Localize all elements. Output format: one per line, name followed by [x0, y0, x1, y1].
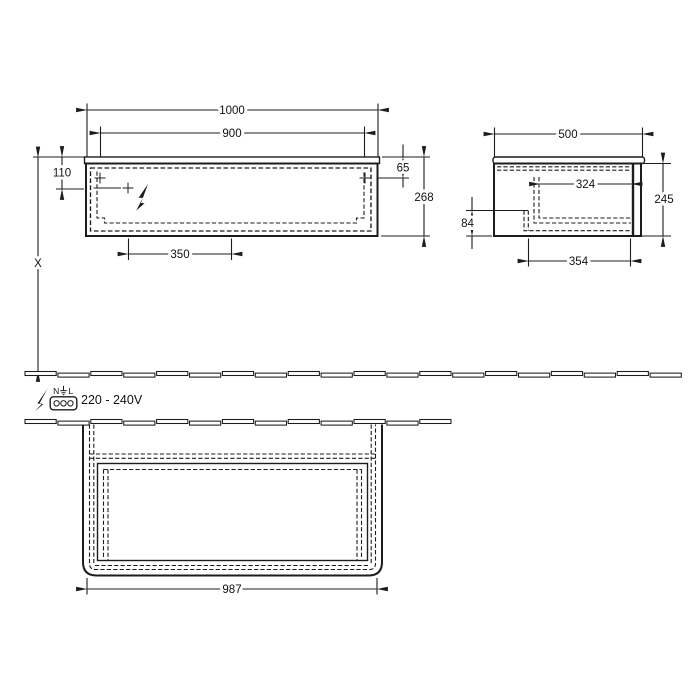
- front-cabinet-body: [86, 164, 378, 237]
- plan-hidden-outline: [90, 425, 376, 570]
- hatch-segment: [288, 420, 319, 424]
- hatch-segment: [157, 420, 188, 424]
- hatch-segment: [617, 372, 648, 376]
- terminal-pin: [68, 401, 73, 406]
- plan-cabinet-outline: [83, 425, 382, 576]
- dimension-value: 324: [575, 179, 596, 191]
- plan-view: [83, 425, 382, 597]
- dim-mounting-height: [34, 158, 42, 372]
- mounting-point-marker: [95, 173, 106, 184]
- drawer-bottom-hidden: [524, 211, 631, 231]
- hatch-segment: [354, 420, 385, 424]
- dim-depth: [495, 128, 643, 158]
- earth-ground-icon: [60, 386, 66, 395]
- dimension-value: X: [34, 258, 42, 270]
- dimension-value: 900: [222, 128, 242, 140]
- electrical-spec: [35, 386, 143, 412]
- hatch-segment: [157, 372, 188, 376]
- hatch-segment: [91, 372, 122, 376]
- dim-bottom-depth: [529, 239, 631, 269]
- hatch-segment: [58, 421, 89, 425]
- dim-left-inset: [33, 157, 84, 189]
- hatch-segment: [519, 373, 550, 377]
- dimension-value: 987: [222, 584, 242, 596]
- front-drawer-hidden-outline: [91, 168, 372, 231]
- power-outlet-marker: [123, 183, 134, 194]
- floor-reference-line: [25, 372, 681, 378]
- lightning-bolt-icon: [35, 388, 48, 411]
- dimension-value: 245: [654, 194, 674, 206]
- terminal-pin: [54, 401, 59, 406]
- dimension-value: 500: [558, 129, 578, 141]
- hatch-segment: [25, 372, 56, 376]
- hatch-segment: [551, 372, 582, 376]
- terminal-pin: [61, 401, 66, 406]
- hatch-segment: [387, 373, 418, 377]
- dim-body-height: [637, 164, 674, 237]
- dimension-value: 354: [568, 256, 589, 268]
- hatch-segment: [321, 421, 352, 425]
- hatch-segment: [91, 420, 122, 424]
- hatch-segment: [453, 373, 484, 377]
- dimension-value: 1000: [219, 105, 245, 117]
- terminal-label-line: L: [68, 386, 74, 396]
- side-view: [461, 128, 673, 269]
- lightning-bolt-icon: [136, 184, 148, 211]
- terminal-label-neutral: N: [53, 386, 60, 396]
- dim-bottom-width: [129, 239, 232, 262]
- hatch-segment: [387, 421, 418, 425]
- dimension-value: 110: [52, 167, 72, 180]
- hatch-segment: [420, 372, 451, 376]
- mounting-point-marker: [360, 173, 371, 184]
- dimension-value: 268: [414, 192, 434, 204]
- plan-drawer-outline: [98, 464, 368, 561]
- front-view: [33, 104, 434, 372]
- dim-inner-depth: [540, 179, 632, 191]
- hatch-segment: [222, 372, 253, 376]
- voltage-label: 220 - 240V: [81, 393, 143, 407]
- hatch-segment: [420, 420, 451, 424]
- hatch-segment: [288, 372, 319, 376]
- dim-plan-width: [87, 578, 377, 596]
- front-drawer-bottom-hidden-line: [97, 172, 364, 224]
- hatch-segment: [584, 373, 615, 377]
- hatch-segment: [222, 420, 253, 424]
- hatch-segment: [255, 421, 286, 425]
- dimension-value: 65: [396, 162, 410, 175]
- dimension-value: 84: [461, 218, 474, 230]
- hatch-segment: [124, 373, 155, 377]
- hatch-segment: [25, 420, 56, 424]
- wall-reference-line: [25, 420, 451, 426]
- hatch-segment: [650, 373, 681, 377]
- hatch-segment: [486, 372, 517, 376]
- hatch-segment: [124, 421, 155, 425]
- hatch-segment: [190, 373, 221, 377]
- dim-inner-width: [101, 127, 365, 158]
- hatch-segment: [321, 373, 352, 377]
- hatch-segment: [255, 373, 286, 377]
- dimension-value: 350: [170, 249, 190, 261]
- dim-top-inset: [378, 145, 430, 188]
- hatch-segment: [354, 372, 385, 376]
- hatch-segment: [190, 421, 221, 425]
- hatch-segment: [58, 373, 89, 377]
- side-cabinet-body: [494, 164, 641, 237]
